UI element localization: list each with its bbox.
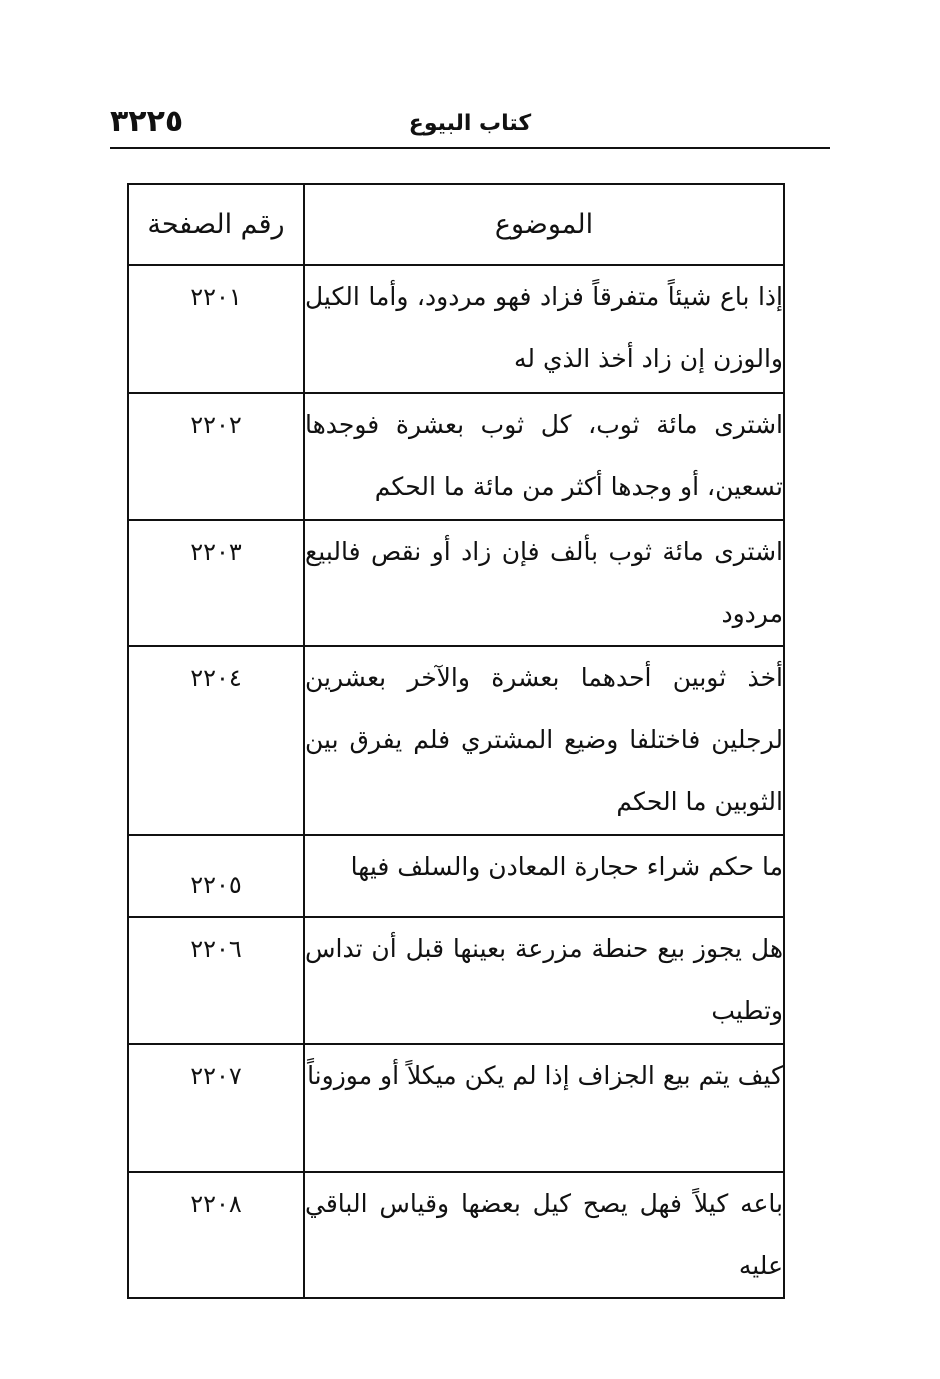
topic-cell: اشترى مائة ثوب، كل ثوب بعشرة فوجدها تسعين، أو وجدها أكثر من مائة ما الحكم — [304, 393, 784, 520]
page-number-cell: ٢٢٠٢ — [128, 393, 304, 520]
table-row — [128, 917, 784, 1044]
page-number-cell: ٢٢٠٥ — [128, 835, 304, 917]
header-rule — [110, 147, 830, 149]
table-row — [128, 1172, 784, 1298]
page-number-cell: ٢٢٠٨ — [128, 1172, 304, 1298]
table-row — [128, 265, 784, 393]
table-header-row — [128, 184, 784, 265]
topic-cell: كيف يتم بيع الجزاف إذا لم يكن ميكلاً أو موزوناً — [304, 1044, 784, 1172]
page-header — [110, 100, 830, 148]
table-row — [128, 835, 784, 917]
page-number-cell: ٢٢٠٧ — [128, 1044, 304, 1172]
page-column-header: رقم الصفحة — [128, 184, 304, 265]
topic-cell: هل يجوز بيع حنطة مزرعة بعينها قبل أن تداس وتطيب — [304, 917, 784, 1044]
page-number-cell: ٢٢٠١ — [128, 265, 304, 393]
topic-cell: باعه كيلاً فهل يصح كيل بعضها وقياس الباقي عليه — [304, 1172, 784, 1298]
table-row — [128, 646, 784, 835]
topic-cell: أخذ ثوبين أحدهما بعشرة والآخر بعشرين لرجلين فاختلفا وضيع المشتري فلم يفرق بين الثوبين ما الحكم — [304, 646, 784, 835]
topic-cell: إذا باع شيئاً متفرقاً فزاد فهو مردود، وأما الكيل والوزن إن زاد أخذ الذي له — [304, 265, 784, 393]
table-row — [128, 393, 784, 520]
page-number-cell: ٢٢٠٦ — [128, 917, 304, 1044]
topic-column-header: الموضوع — [304, 184, 784, 265]
page-number-cell: ٢٢٠٤ — [128, 646, 304, 835]
topic-cell: اشترى مائة ثوب بألف فإن زاد أو نقص فالبيع مردود — [304, 520, 784, 646]
topic-cell: ما حكم شراء حجارة المعادن والسلف فيها — [304, 835, 784, 917]
index-table — [127, 183, 785, 1299]
page-number: ٣٢٢٥ — [110, 104, 184, 139]
book-title: كتاب البيوع — [408, 111, 532, 136]
table-row — [128, 1044, 784, 1172]
table-row — [128, 520, 784, 646]
page-number-cell: ٢٢٠٣ — [128, 520, 304, 646]
